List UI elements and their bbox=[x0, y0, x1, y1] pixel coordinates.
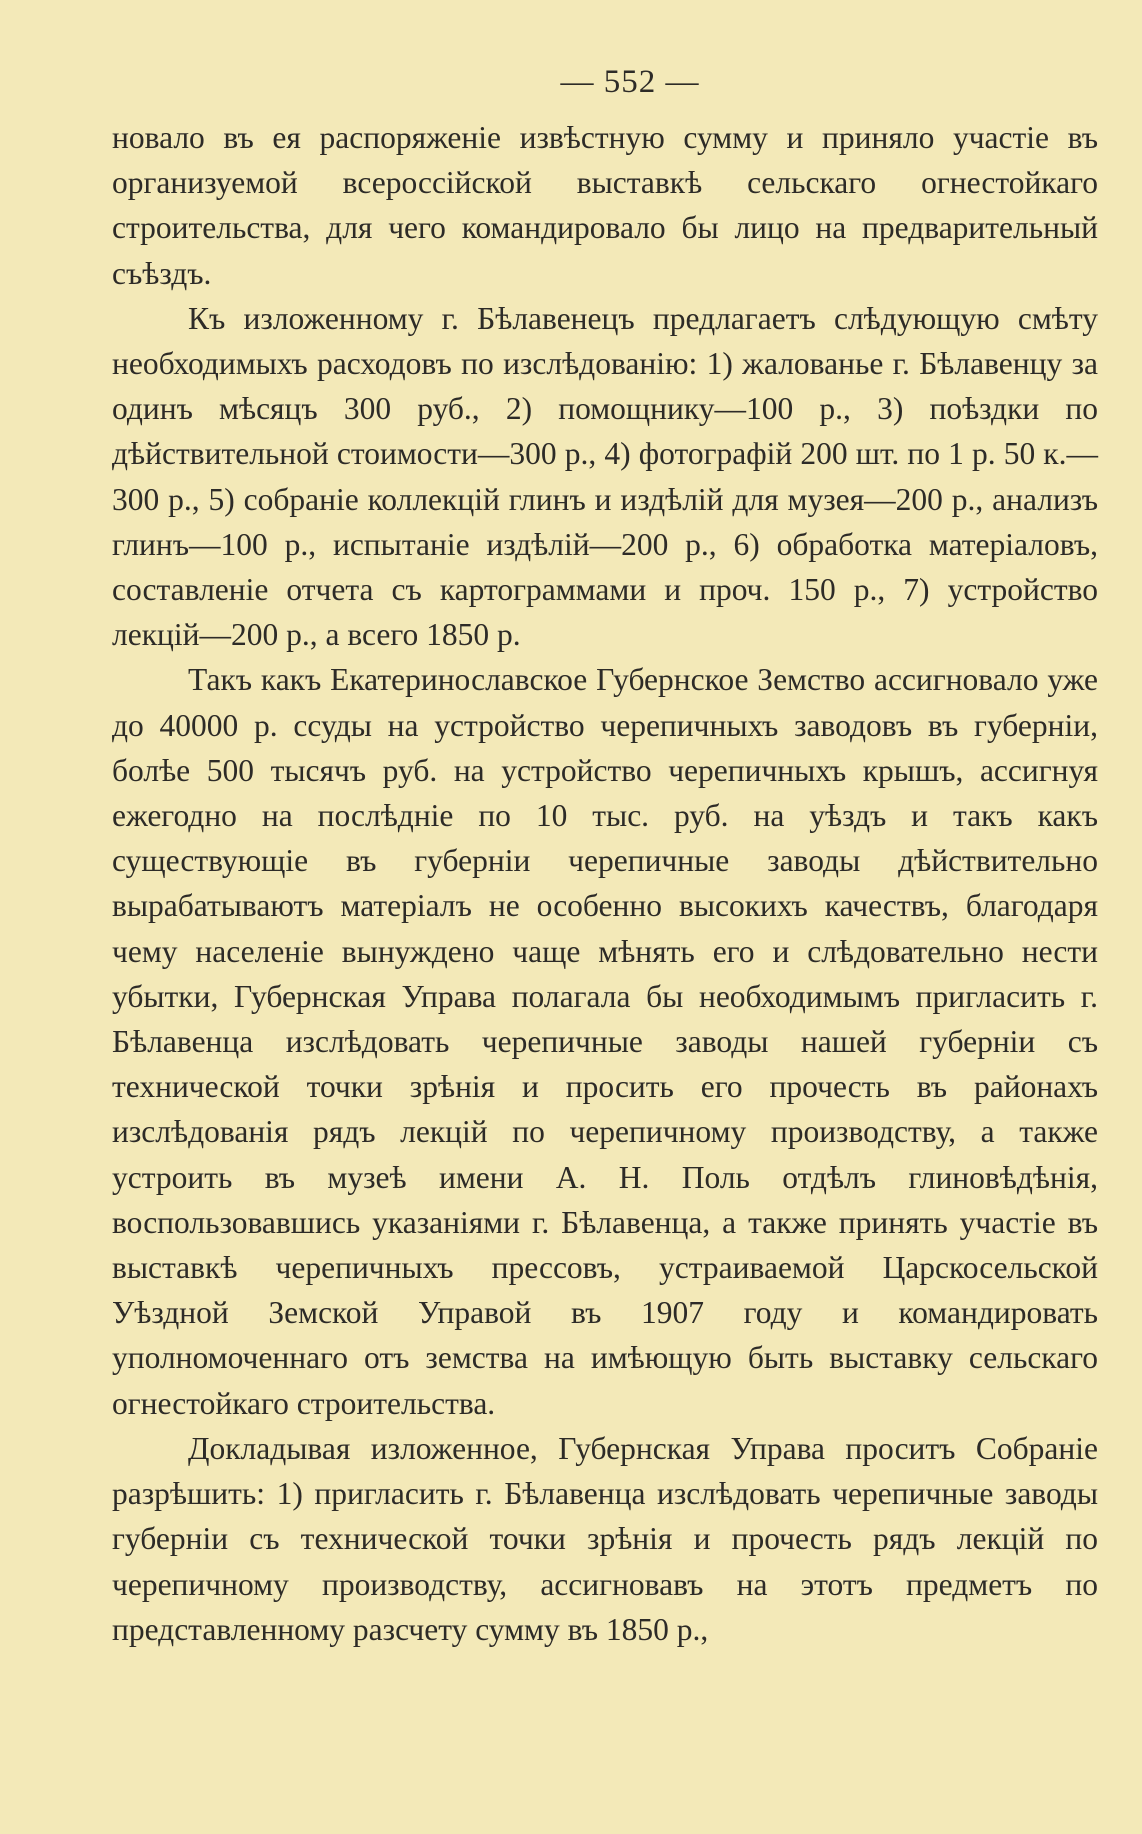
paragraph-justification: Такъ какъ Екатеринославское Губернское Земство ассигновало уже до 40000 р. ссуды на устройство черепичныхъ заводовъ въ губерніи, болѣе 500 тысячъ руб. на устройство черепичныхъ крышъ, ассигнуя ежегодно на послѣдніе по 10 тыс. руб. на уѣздъ и такъ какъ существующіе въ губерніи черепичные заводы дѣйствительно вырабатываютъ матеріалъ не особенно высокихъ качествъ, благодаря чему населеніе вынуждено чаще мѣнять его и слѣдовательно нести убытки, Губернская Управа полагала бы необходимымъ пригласить г. Бѣлавенца изслѣдовать черепичные заводы нашей губерніи съ технической точки зрѣнія и просить его прочесть въ районахъ изслѣдованія рядъ лекцій по черепичному производству, а также устроить въ музеѣ имени А. Н. Поль отдѣлъ глиновѣдѣнія, воспользовавшись указаніями г. Бѣлавенца, а также принять участіе въ выставкѣ черепичныхъ прессовъ, устраиваемой Царскосельской Уѣздной Земской Управой въ 1907 году и командировать уполномоченнаго отъ земства на имѣющую быть выставку сельскаго огнестойкаго строительства. bbox=[112, 662, 1098, 1421]
paragraph-continuation: новало въ ея распоряженіе извѣстную сумму и приняло участіе въ организуемой всероссійской выставкѣ сельскаго огнестойкаго строительства, для чего командировало бы лицо на предварительный съѣздъ. bbox=[112, 120, 1098, 291]
paragraph-request: Докладывая изложенное, Губернская Управа проситъ Собраніе разрѣшить: 1) пригласить г. Бѣлавенца изслѣдовать черепичные заводы губерніи съ технической точки зрѣнія и прочесть рядъ лекцій по черепичному производству, ассигновавъ на этотъ предметъ по представленному разсчету сумму въ 1850 р., bbox=[112, 1430, 1098, 1647]
page-number: — 552 — bbox=[560, 64, 700, 100]
paragraph-budget: Къ изложенному г. Бѣлавенецъ предлагаетъ слѣдующую смѣту необходимыхъ расходовъ по изслѣдованію: 1) жалованье г. Бѣлавенцу за одинъ мѣсяцъ 300 руб., 2) помощнику—100 р., 3) поѣздки по дѣйствительной стоимости—300 р., 4) фотографій 200 шт. по 1 р. 50 к.—300 р., 5) собраніе коллекцій глинъ и издѣлій для музея—200 р., анализъ глинъ—100 р., испытаніе издѣлій—200 р., 6) обработка матеріаловъ, составленіе отчета съ картограммами и проч. 150 р., 7) устройство лекцій—200 р., а всего 1850 р. bbox=[112, 300, 1098, 653]
body-text bbox=[112, 115, 1098, 1652]
